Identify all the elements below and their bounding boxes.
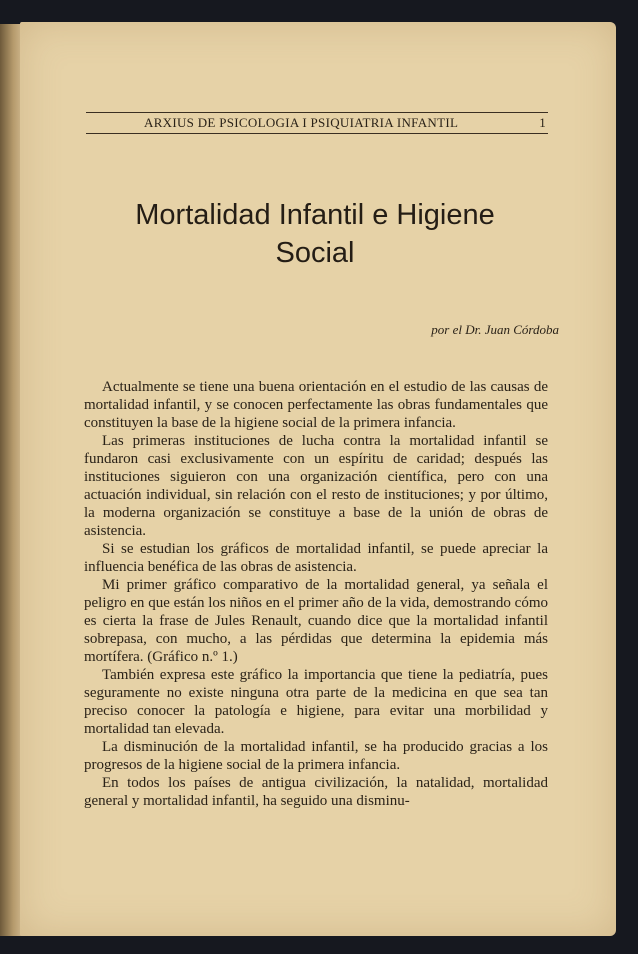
paragraph: La disminución de la mortalidad infantil, se ha producido gracias a los progresos de la higiene social de la primera infancia. <box>84 739 548 773</box>
paragraph: Actualmente se tiene una buena orientación en el estudio de las causas de mortalidad infantil, y se conocen perfectamente las obras fundamentales que constituyen la base de la higiene social de la primera infancia. <box>84 379 548 431</box>
title-line-2: Social <box>275 237 355 269</box>
page-number: 1 <box>539 115 546 130</box>
article-title <box>60 196 570 272</box>
paragraph: En todos los países de antigua civilización, la natalidad, mortalidad general y mortalidad infantil, ha seguido una disminu- <box>84 775 548 809</box>
article-body <box>84 378 548 810</box>
running-header <box>86 112 548 134</box>
paragraph: Mi primer gráfico comparativo de la mortalidad general, ya señala el peligro en que están los niños en el primer año de la vida, demostrando cómo es cierta la frase de Jules Renault, cuando dice que la mortalidad infantil sobrepasa, con mucho, a las pérdidas que determina la epidemia más mortífera. (Gráfico n.º 1.) <box>84 577 548 665</box>
paragraph: Las primeras instituciones de lucha contra la mortalidad infantil se fundaron casi exclusivamente con un espíritu de caridad; después las instituciones siguieron con una organización científica, pero con una actuación individual, sin relación con el resto de instituciones; y por último, la moderna organización se constituye a base de la unión de obras de asistencia. <box>84 433 548 539</box>
title-line-1: Mortalidad Infantil e Higiene <box>135 199 495 231</box>
paragraph: También expresa este gráfico la importancia que tiene la pediatría, pues seguramente no existe ninguna otra parte de la medicina en que sea tan preciso conocer la patología e higiene, para evitar una morbilidad y mortalidad tan elevada. <box>84 667 548 737</box>
paragraph: Si se estudian los gráficos de mortalidad infantil, se puede apreciar la influencia benéfica de las obras de asistencia. <box>84 541 548 575</box>
header-rule-bottom <box>86 133 548 134</box>
header-row <box>86 113 548 133</box>
author-byline: por el Dr. Juan Córdoba <box>431 322 559 337</box>
journal-title: ARXIUS DE PSICOLOGIA I PSIQUIATRIA INFANTIL <box>144 115 459 130</box>
